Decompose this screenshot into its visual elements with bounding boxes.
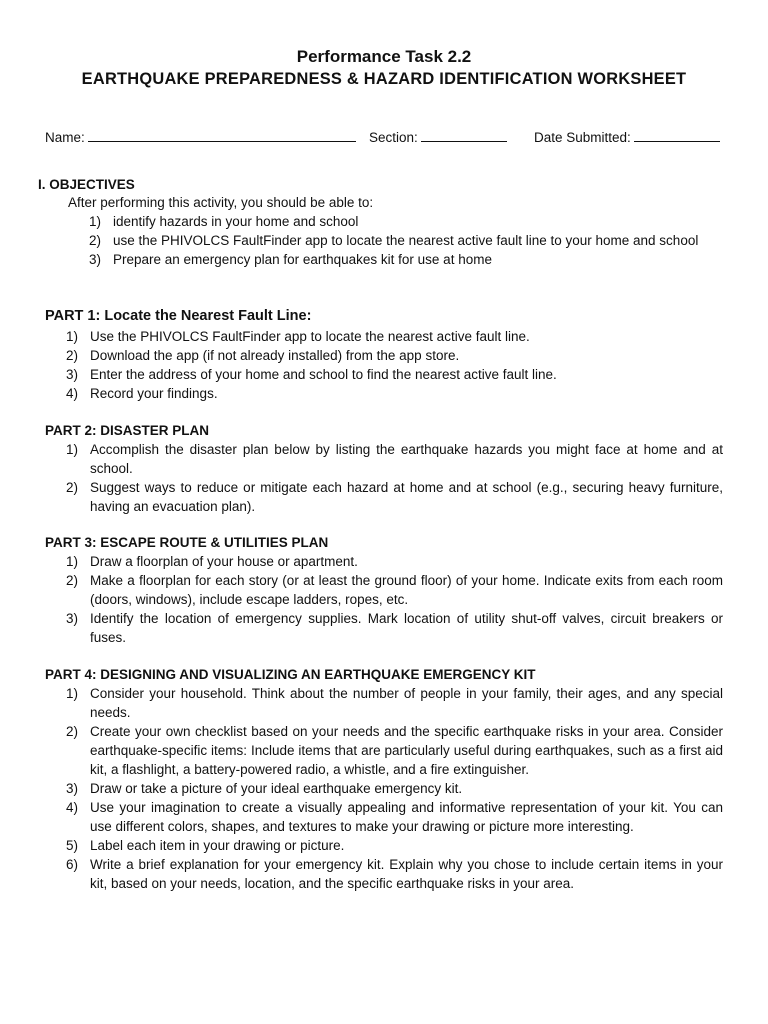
list-item: 2) Create your own checklist based on your needs and the specific earthquake risks in your area. Consider earthquake-specific items: Include items that are particularly useful during earthquakes, such as a first aid kit, a flashlight, a battery-powered radio, a whistle, and a fire extinguisher. — [66, 724, 723, 777]
list-item: 2) Suggest ways to reduce or mitigate each hazard at home and at school (e.g., securing heavy furniture, having an evacuation plan). — [66, 480, 723, 514]
part1-heading: PART 1: Locate the Nearest Fault Line: — [45, 308, 312, 324]
list-item: 4) Record your findings. — [66, 386, 218, 401]
name-label: Name: — [45, 130, 85, 145]
part4-heading: PART 4: DESIGNING AND VISUALIZING AN EARTHQUAKE EMERGENCY KIT — [45, 667, 536, 682]
list-item: 3) Draw or take a picture of your ideal earthquake emergency kit. — [66, 781, 463, 796]
list-item: 1) Consider your household. Think about the number of people in your family, their ages, and any special needs. — [66, 686, 723, 720]
objectives-heading: I. OBJECTIVES — [38, 177, 135, 192]
list-item: 3) Identify the location of emergency supplies. Mark location of utility shut-off valves, circuit breakers or fuses. — [66, 611, 723, 645]
part3-list — [66, 552, 723, 647]
part4-list — [66, 684, 723, 893]
list-item: 3) Enter the address of your home and school to find the nearest active fault line. — [66, 367, 557, 382]
list-item: 1) identify hazards in your home and school — [89, 214, 359, 229]
list-item: 1) Draw a floorplan of your house or apartment. — [66, 554, 358, 569]
part2-heading: PART 2: DISASTER PLAN — [45, 423, 210, 438]
document-subtitle: EARTHQUAKE PREPAREDNESS & HAZARD IDENTIFICATION WORKSHEET — [81, 70, 687, 88]
list-item: 6) Write a brief explanation for your emergency kit. Explain why you chose to include certain items in your kit, based on your needs, location, and the specific earthquake risks in your area. — [66, 857, 723, 891]
name-field[interactable] — [45, 128, 356, 147]
list-item: 1) Use the PHIVOLCS FaultFinder app to locate the nearest active fault line. — [66, 329, 530, 344]
list-item: 4) Use your imagination to create a visually appealing and informative representation of your kit. You can use different colors, shapes, and textures to make your drawing or picture more interesting. — [66, 800, 723, 834]
part3-heading: PART 3: ESCAPE ROUTE & UTILITIES PLAN — [45, 535, 329, 550]
date-submitted-field[interactable] — [534, 128, 720, 147]
list-item: 2) Download the app (if not already installed) from the app store. — [66, 348, 460, 363]
name-blank-line[interactable] — [88, 128, 356, 142]
part1-list — [66, 327, 726, 403]
list-item: 2) Make a floorplan for each story (or at least the ground floor) of your home. Indicate exits from each room (doors, windows), include escape ladders, ropes, etc. — [66, 573, 723, 607]
list-item: 5) Label each item in your drawing or picture. — [66, 838, 345, 853]
date-blank-line[interactable] — [634, 128, 720, 142]
document-title: Performance Task 2.2 — [296, 47, 472, 66]
list-item: 2) use the PHIVOLCS FaultFinder app to locate the nearest active fault line to your home and school — [89, 233, 699, 248]
objectives-list — [89, 212, 739, 269]
list-item: 3) Prepare an emergency plan for earthquakes kit for use at home — [89, 252, 492, 267]
date-submitted-label: Date Submitted: — [534, 130, 631, 145]
objectives-intro: After performing this activity, you should be able to: — [68, 195, 374, 210]
section-field[interactable] — [369, 128, 507, 147]
list-item: 1) Accomplish the disaster plan below by listing the earthquake hazards you might face at home and at school. — [66, 442, 723, 476]
section-label: Section: — [369, 130, 418, 145]
part2-list — [66, 440, 723, 516]
section-blank-line[interactable] — [421, 128, 507, 142]
